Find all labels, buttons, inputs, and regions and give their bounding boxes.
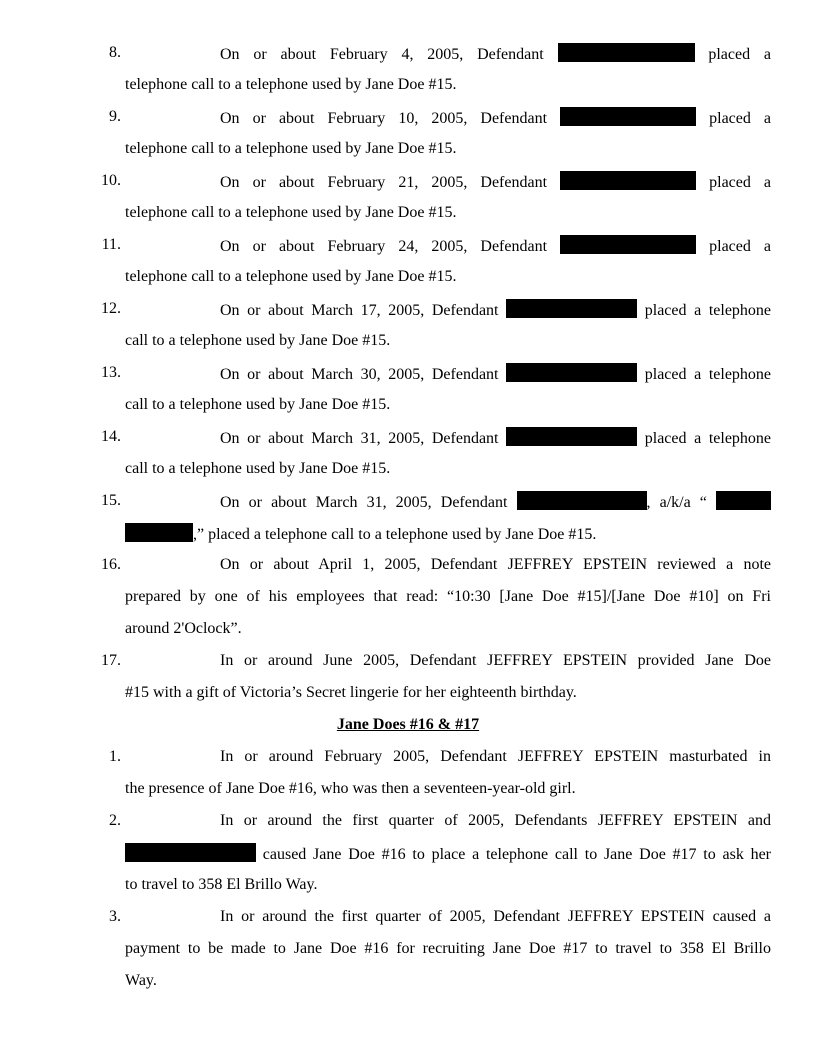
paragraph-first-line: On or about March 31, 2005, Defendant placed a telephone	[220, 427, 771, 449]
paragraph-line: around 2'Oclock”.	[125, 620, 242, 637]
paragraph-first-line: On or about February 24, 2005, Defendant placed a	[220, 235, 771, 257]
paragraph-continuation: telephone call to a telephone used by Jane Doe #15.	[125, 204, 457, 221]
redaction-bar	[560, 235, 696, 254]
redaction-bar	[716, 491, 771, 510]
section-heading: Jane Does #16 & #17	[336, 716, 480, 733]
paragraph-continuation: ,” placed a telephone call to a telephone used by Jane Doe #15.	[125, 523, 596, 545]
paragraph-line: the presence of Jane Doe #16, who was then a seventeen-year-old girl.	[125, 780, 576, 797]
paragraph-number: 15.	[101, 492, 121, 509]
redaction-bar	[560, 171, 696, 190]
paragraph-continuation: telephone call to a telephone used by Jane Doe #15.	[125, 76, 457, 93]
redaction-bar	[506, 427, 637, 446]
paragraph-continuation: call to a telephone used by Jane Doe #15.	[125, 396, 391, 413]
paragraph-number: 14.	[101, 428, 121, 445]
paragraph-continuation: call to a telephone used by Jane Doe #15.	[125, 460, 391, 477]
paragraph-first-line: On or about March 30, 2005, Defendant placed a telephone	[220, 363, 771, 385]
paragraph-number: 13.	[101, 364, 121, 381]
redaction-bar	[125, 523, 193, 542]
paragraph-first-line: On or about March 17, 2005, Defendant placed a telephone	[220, 299, 771, 321]
paragraph-number: 1.	[109, 748, 121, 765]
redaction-bar	[560, 107, 696, 126]
paragraph-number: 3.	[109, 908, 121, 925]
paragraph-number: 11.	[101, 236, 121, 253]
paragraph-line: Way.	[125, 972, 157, 989]
paragraph-line: payment to be made to Jane Doe #16 for recruiting Jane Doe #17 to travel to 358 El Brillo	[125, 940, 771, 957]
paragraph-line: #15 with a gift of Victoria’s Secret lingerie for her eighteenth birthday.	[125, 684, 577, 701]
paragraph-number: 2.	[109, 812, 121, 829]
paragraph-line: prepared by one of his employees that read: “10:30 [Jane Doe #15]/[Jane Doe #10] on Fri	[125, 588, 771, 605]
paragraph-continuation: telephone call to a telephone used by Jane Doe #15.	[125, 268, 457, 285]
paragraph-number: 9.	[109, 108, 121, 125]
paragraph-first-line: On or about February 21, 2005, Defendant placed a	[220, 171, 771, 193]
paragraph-number: 16.	[101, 556, 121, 573]
paragraph-first-line: On or about April 1, 2005, Defendant JEFFREY EPSTEIN reviewed a note	[220, 556, 771, 573]
paragraph-number: 12.	[101, 300, 121, 317]
paragraph-continuation: telephone call to a telephone used by Jane Doe #15.	[125, 140, 457, 157]
paragraph-first-line: On or about February 4, 2005, Defendant placed a	[220, 43, 771, 65]
paragraph-line: to travel to 358 El Brillo Way.	[125, 876, 318, 893]
redaction-bar	[517, 491, 647, 510]
redaction-bar	[558, 43, 695, 62]
paragraph-first-line: In or around the first quarter of 2005, Defendants JEFFREY EPSTEIN and	[220, 812, 771, 829]
paragraph-number: 8.	[109, 44, 121, 61]
paragraph-first-line: In or around February 2005, Defendant JEFFREY EPSTEIN masturbated in	[220, 748, 771, 765]
paragraph-continuation: call to a telephone used by Jane Doe #15.	[125, 332, 391, 349]
redaction-bar	[506, 299, 637, 318]
paragraph-number: 17.	[101, 652, 121, 669]
paragraph-first-line: On or about February 10, 2005, Defendant placed a	[220, 107, 771, 129]
paragraph-first-line: In or around the first quarter of 2005, Defendant JEFFREY EPSTEIN caused a	[220, 908, 771, 925]
redaction-bar	[506, 363, 637, 382]
paragraph-line: caused Jane Doe #16 to place a telephone call to Jane Doe #17 to ask her	[125, 843, 771, 865]
paragraph-number: 10.	[101, 172, 121, 189]
paragraph-first-line: On or about March 31, 2005, Defendant , a/k/a “	[220, 491, 771, 513]
redaction-bar	[125, 843, 256, 862]
paragraph-first-line: In or around June 2005, Defendant JEFFREY EPSTEIN provided Jane Doe	[220, 652, 771, 669]
